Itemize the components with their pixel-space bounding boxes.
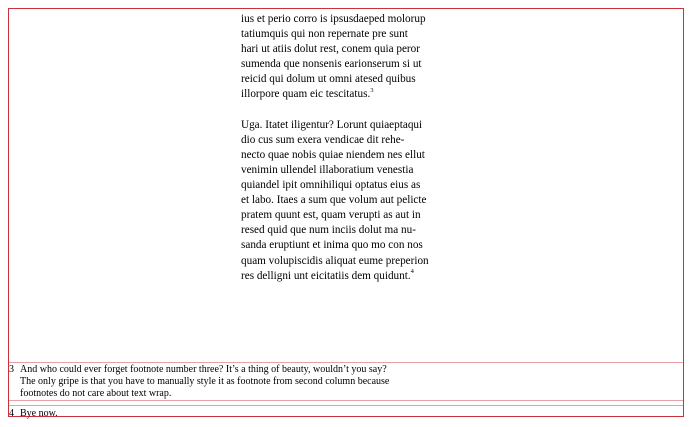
text-line: dio cus sum exera vendicae dit rehe- xyxy=(241,133,405,146)
text-line-content: res delligni unt eicitatiis dem quidunt. xyxy=(241,269,411,282)
text-line: tatiumquis qui non repernate pre sunt xyxy=(241,28,408,41)
footnote-text xyxy=(20,408,58,420)
footnote-separator-rule xyxy=(9,362,683,363)
footnote-reference-3[interactable]: 3 xyxy=(370,86,374,94)
footnote-frame-rule xyxy=(9,400,683,401)
footnote-text xyxy=(20,364,389,400)
text-line: ius et perio corro is ipsusdaeped molorup xyxy=(241,13,426,25)
paragraph-1 xyxy=(241,12,465,103)
footnote-line: footnotes do not care about text wrap. xyxy=(20,388,172,399)
footnote-number: 3 xyxy=(9,364,14,375)
text-line: pratem quunt est, quam verupti as aut in xyxy=(241,209,421,222)
text-line: quam volupiscidis aliquat eume preperion xyxy=(241,254,429,267)
text-line: reicid qui dolum ut omni atesed quibus xyxy=(241,73,416,86)
text-line: quiandel ipit omnihiliqui optatus eius as xyxy=(241,179,421,192)
paragraph-2 xyxy=(241,118,465,284)
footnote-reference-4[interactable]: 4 xyxy=(410,267,414,275)
text-line: hari ut atiis dolut rest, conem quia peror xyxy=(241,43,420,56)
text-line: et labo. Itaes a sum que volum aut pelicte xyxy=(241,194,427,207)
text-line-content: illorpore quam eic tescitatus. xyxy=(241,88,371,101)
text-line: necto quae nobis quiae niendem nes ellut xyxy=(241,148,425,161)
footnote-line: The only gripe is that you have to manually style it as footnote from second column because xyxy=(20,376,390,387)
footnote-number: 4 xyxy=(9,408,14,419)
text-line-last xyxy=(241,269,465,284)
text-line: resed quid que num inciis dolut ma nu- xyxy=(241,224,416,237)
text-line-last xyxy=(241,87,465,102)
footnote-frame-rule xyxy=(9,405,683,406)
footnote-line: And who could ever forget footnote number three? It’s a thing of beauty, wouldn’t you say? xyxy=(20,364,387,375)
text-line: venimin ullendel illaboratium venestia xyxy=(241,163,414,176)
text-line: Uga. Itatet iligentur? Lorunt quiaeptaqui xyxy=(241,118,423,131)
text-column xyxy=(241,12,465,299)
footnote-line: Bye now. xyxy=(20,408,58,419)
text-line: sanda eruptiunt et inima quo mo con nos xyxy=(241,239,423,252)
text-line: sumenda que nonsenis earionserum si ut xyxy=(241,58,422,71)
